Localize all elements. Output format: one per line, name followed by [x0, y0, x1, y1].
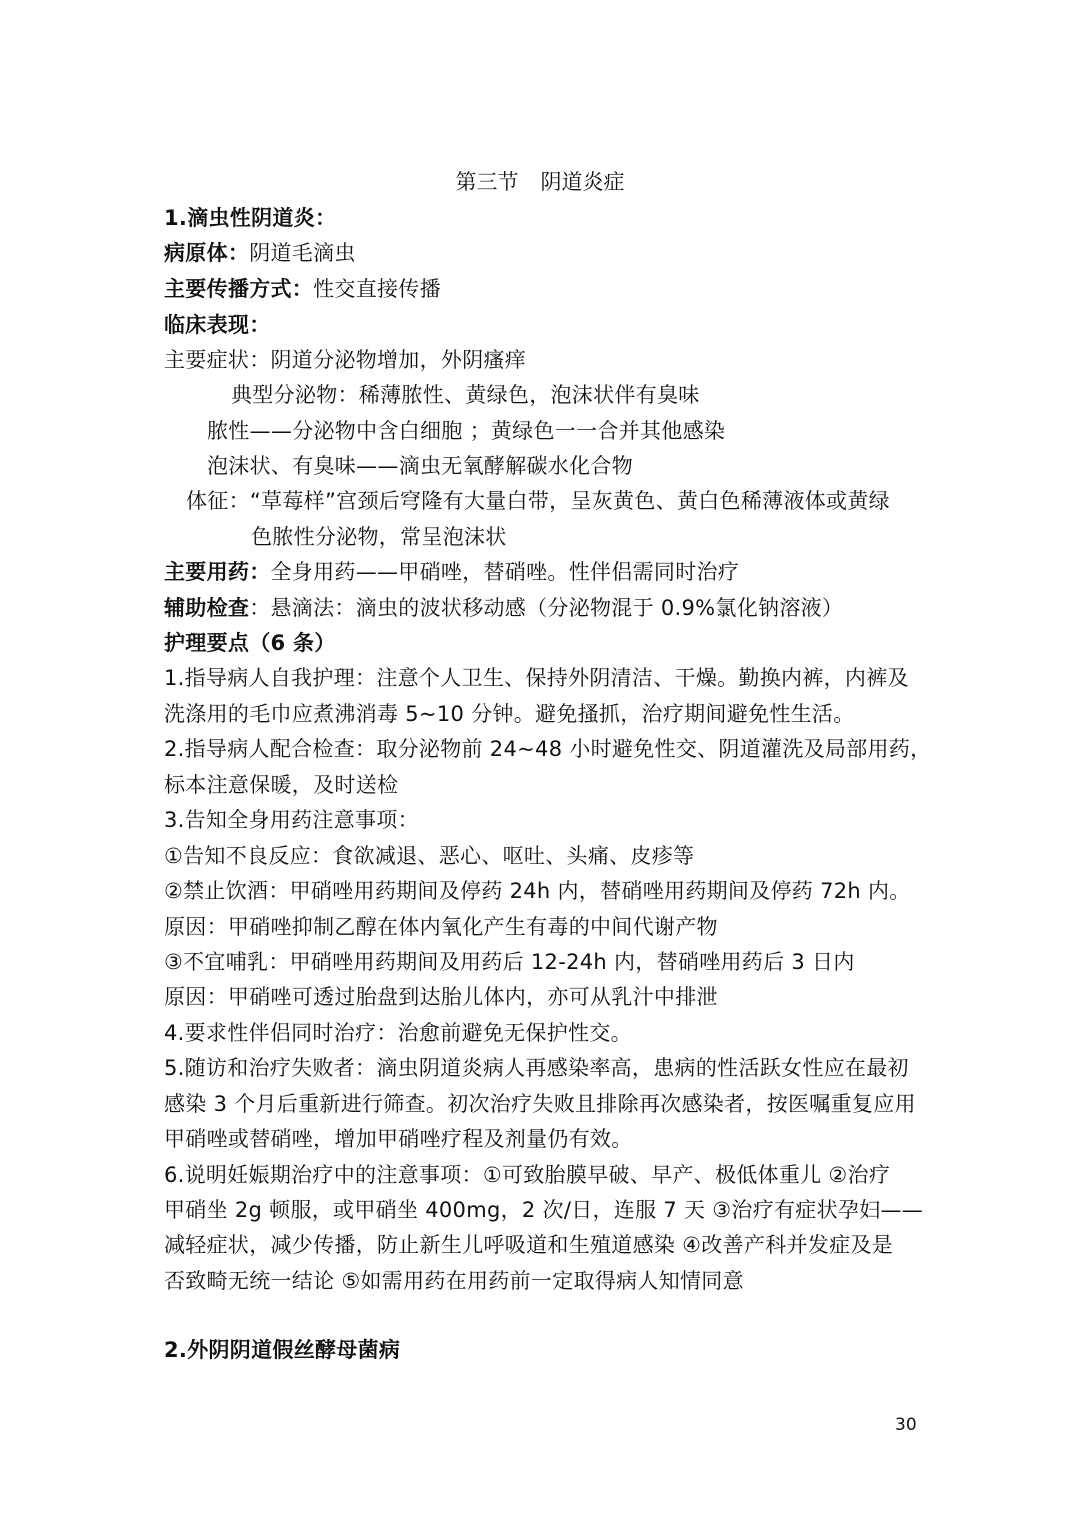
pus-line: 脓性——分泌物中含白细胞 ；黄绿色一一合并其他感染	[207, 419, 726, 443]
exam-label: 辅助检查	[164, 596, 250, 620]
nursing-line: 5.随访和治疗失败者：滴虫阴道炎病人再感染率高，患病的性活跃女性应在最初	[164, 1056, 909, 1080]
nursing-line: 1.指导病人自我护理：注意个人卫生、保持外阴清洁、干燥。勤换内裤，内裤及	[164, 666, 909, 690]
nursing-line: 甲硝唑或替硝唑，增加甲硝唑疗程及剂量仍有效。	[164, 1127, 633, 1151]
nursing-heading: 护理要点（6 条）	[164, 631, 336, 655]
typical-discharge: 典型分泌物：稀薄脓性、黄绿色，泡沫状伴有臭味	[231, 383, 700, 407]
pathogen-value: 阴道毛滴虫	[249, 241, 356, 265]
pathogen-label: 病原体：	[164, 241, 250, 265]
section-heading-candidiasis: 2.外阴阴道假丝酵母菌病	[164, 1338, 401, 1362]
nursing-line: ②禁止饮酒：甲硝唑用药期间及停药 24h 内，替硝唑用药期间及停药 72h 内。	[164, 879, 911, 903]
signs-line-1: 体征：“草莓样”宫颈后穹隆有大量白带，呈灰黄色、黄白色稀薄液体或黄绿	[186, 489, 890, 513]
drugs-label: 主要用药：	[164, 560, 271, 584]
signs-line-2: 色脓性分泌物，常呈泡沫状	[251, 525, 507, 549]
exam-line	[164, 593, 843, 623]
nursing-line: ①告知不良反应：食欲减退、恶心、呕吐、头痛、皮疹等	[164, 844, 695, 868]
nursing-line: 2.指导病人配合检查：取分泌物前 24~48 小时避免性交、阴道灌洗及局部用药，	[164, 737, 932, 761]
nursing-line: 甲硝坐 2g 顿服，或甲硝坐 400mg，2 次/日，连服 7 天 ③治疗有症状孕妇——	[164, 1198, 924, 1222]
exam-value: ：悬滴法：滴虫的波状移动感（分泌物混于 0.9%氯化钠溶液）	[249, 596, 844, 620]
chapter-topic: 阴道炎症	[540, 170, 625, 194]
page-number: 30	[895, 1415, 917, 1435]
section-heading-trichomonas: 1.滴虫性阴道炎：	[164, 206, 337, 230]
transmission-value: 性交直接传播	[313, 277, 441, 301]
nursing-line: 3.告知全身用药注意事项：	[164, 808, 419, 832]
foam-line: 泡沫状、有臭味——滴虫无氧酵解碳水化合物	[207, 454, 633, 478]
nursing-line: ③不宜哺乳：甲硝唑用药期间及用药后 12-24h 内，替硝唑用药后 3 日内	[164, 950, 855, 974]
page-title	[0, 167, 1080, 197]
nursing-line: 原因：甲硝唑抑制乙醇在体内氧化产生有毒的中间代谢产物	[164, 915, 718, 939]
nursing-line: 感染 3 个月后重新进行筛查。初次治疗失败且排除再次感染者，按医嘱重复应用	[164, 1092, 916, 1116]
drugs-line	[164, 557, 739, 587]
transmission-label: 主要传播方式：	[164, 277, 314, 301]
transmission-line	[164, 274, 441, 304]
nursing-line: 否致畸无统一结论 ⑤如需用药在用药前一定取得病人知情同意	[164, 1269, 744, 1293]
nursing-line: 减轻症状，减少传播，防止新生儿呼吸道和生殖道感染 ④改善产科并发症及是	[164, 1233, 893, 1257]
nursing-line: 4.要求性伴侣同时治疗：治愈前避免无保护性交。	[164, 1021, 632, 1045]
nursing-line: 6.说明妊娠期治疗中的注意事项：①可致胎膜早破、早产、极低体重儿 ②治疗	[164, 1163, 891, 1187]
nursing-line: 原因：甲硝唑可透过胎盘到达胎儿体内，亦可从乳汁中排泄	[164, 985, 718, 1009]
chapter-label: 第三节	[455, 170, 519, 194]
pathogen-line	[164, 238, 356, 268]
clinical-label: 临床表现：	[164, 313, 271, 337]
nursing-line: 洗涤用的毛巾应煮沸消毒 5~10 分钟。避免搔抓，治疗期间避免性生活。	[164, 702, 855, 726]
drugs-value: 全身用药——甲硝唑，替硝唑。性伴侣需同时治疗	[270, 560, 740, 584]
nursing-line: 标本注意保暖，及时送检	[164, 773, 399, 797]
main-symptoms: 主要症状：阴道分泌物增加，外阴瘙痒	[164, 348, 527, 372]
